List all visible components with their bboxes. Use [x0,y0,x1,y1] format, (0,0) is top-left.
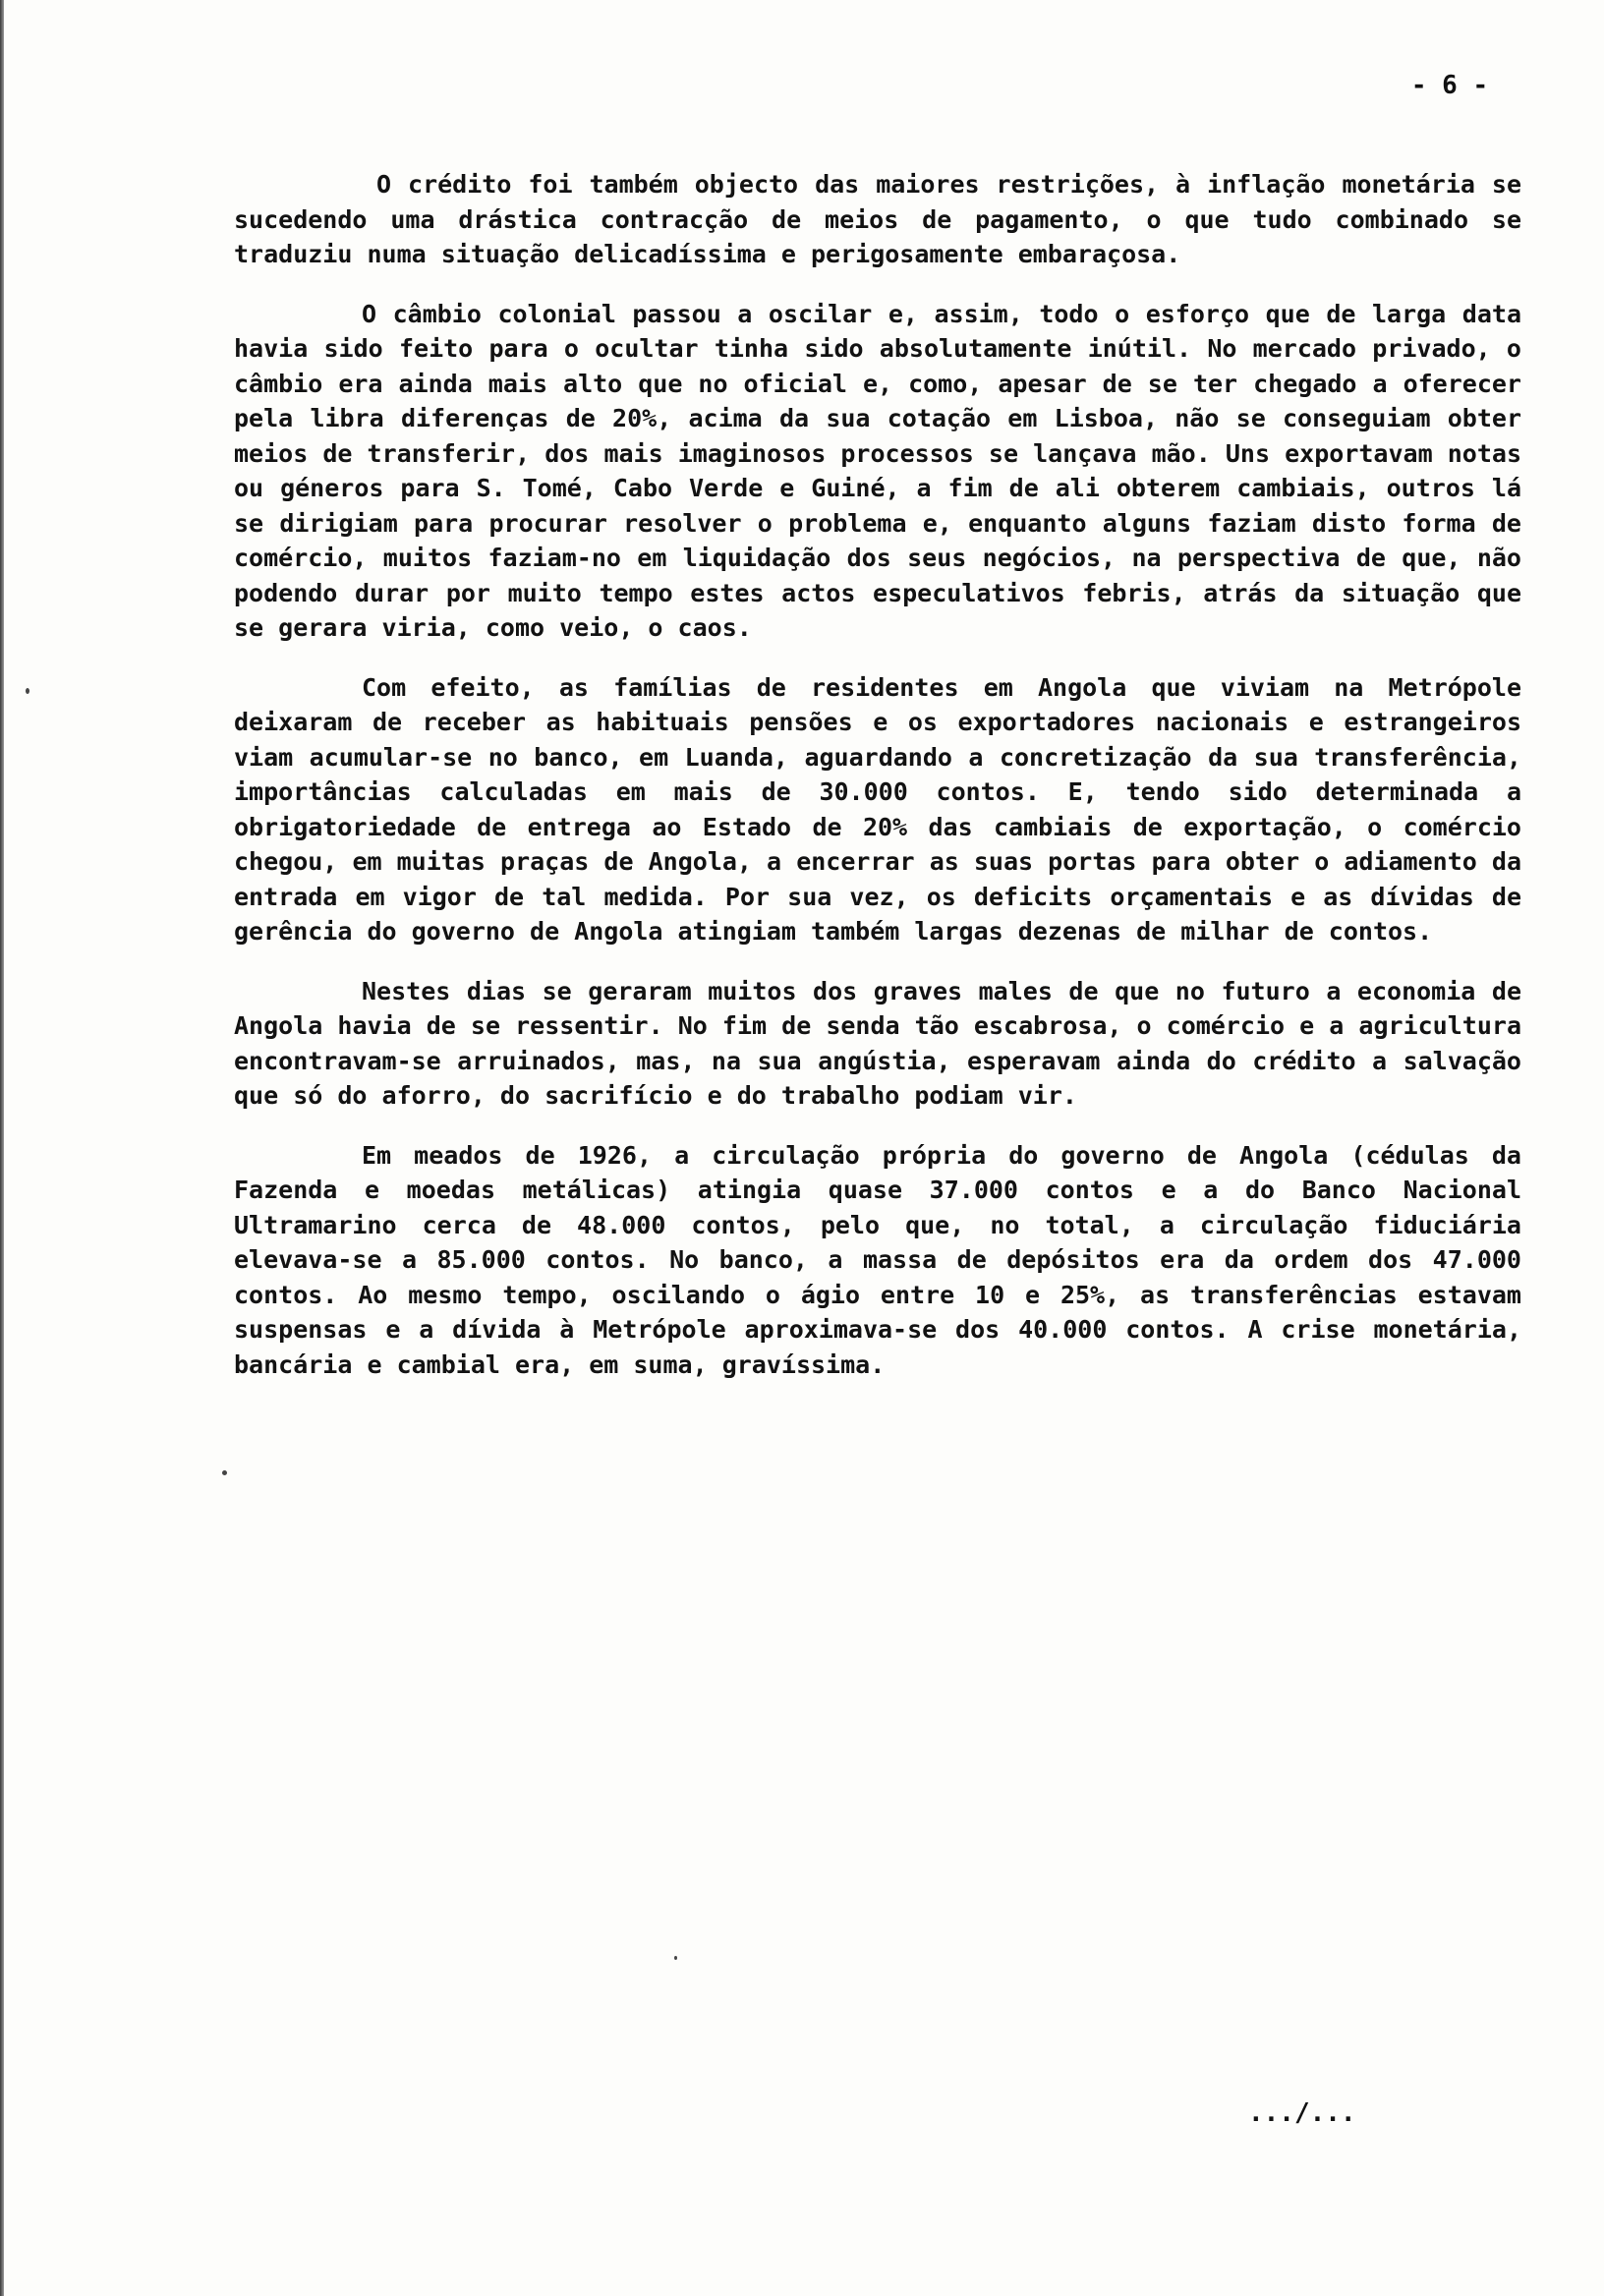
paragraph-4: Nestes dias se geraram muitos dos graves males de que no futuro a economia de Angola havia de se ressentir. No fim de senda tão escabrosa, o comércio e a agricultura encontravam-se arruinados, mas, na sua angústia, esperavam ainda do crédito a salvação que só do aforro, do sacrifício e do trabalho podiam vir. [234,976,1521,1110]
scan-speck [222,1470,227,1475]
scanned-page-edge [0,0,4,2296]
scan-speck [674,1956,677,1960]
paragraph-3: Com efeito, as famílias de residentes em Angola que viviam na Metrópole deixaram de receber as habituais pensões e os exportadores nacionais e estrangeiros viam acumular-se no banco, em Luanda, aguardando a concretização da sua transferência, importâncias calculadas em mais de 30.000 contos. E, tendo sido determinada a obrigatoriedade de entrega ao Estado de 20% das cambiais de exportação, o comércio chegou, em muitas praças de Angola, a encerrar as suas portas para obter o adiamento da entrada em vigor de tal medida. Por sua vez, os deficits orçamentais e as dívidas de gerência do governo de Angola atingiam também largas dezenas de milhar de contos. [234,672,1521,946]
document-body [234,167,1521,1406]
page-number: - 6 - [1410,71,1489,100]
paragraph-1: O crédito foi também objecto das maiores restrições, à inflação monetária se sucedendo uma drástica contracção de meios de pagamento, o que tudo combinado se traduziu numa situação delicadíssima e perigosamente embaraçosa. [234,170,1521,268]
continuation-mark: .../... [1248,2098,1356,2128]
paragraph-5: Em meados de 1926, a circulação própria do governo de Angola (cédulas da Fazenda e moedas metálicas) atingia quase 37.000 contos e a do Banco Nacional Ultramarino cerca de 48.000 contos, pelo que, no total, a circulação fiduciária elevava-se a 85.000 contos. No banco, a massa de depósitos era da ordem dos 47.000 contos. Ao mesmo tempo, oscilando o ágio entre 10 e 25%, as transferências estavam suspensas e a dívida à Metrópole aproximava-se dos 40.000 contos. A crise monetária, bancária e cambial era, em suma, gravíssima. [234,1140,1521,1379]
paragraph-2: O câmbio colonial passou a oscilar e, assim, todo o esforço que de larga data havia sido feito para o ocultar tinha sido absolutamente inútil. No mercado privado, o câmbio era ainda mais alto que no oficial e, como, apesar de se ter chegado a oferecer pela libra diferenças de 20%, acima da sua cotação em Lisboa, não se conseguiam obter meios de transferir, dos mais imaginosos processos se lançava mão. Uns exportavam notas ou géneros para S. Tomé, Cabo Verde e Guiné, a fim de ali obterem cambiais, outros lá se dirigiam para procurar resolver o problema e, enquanto alguns faziam disto forma de comércio, muitos faziam-no em liquidação dos seus negócios, na perspectiva de que, não podendo durar por muito tempo estes actos especulativos febris, atrás da situação que se gerara viria, como veio, o caos. [234,299,1521,642]
scan-speck [26,688,29,694]
